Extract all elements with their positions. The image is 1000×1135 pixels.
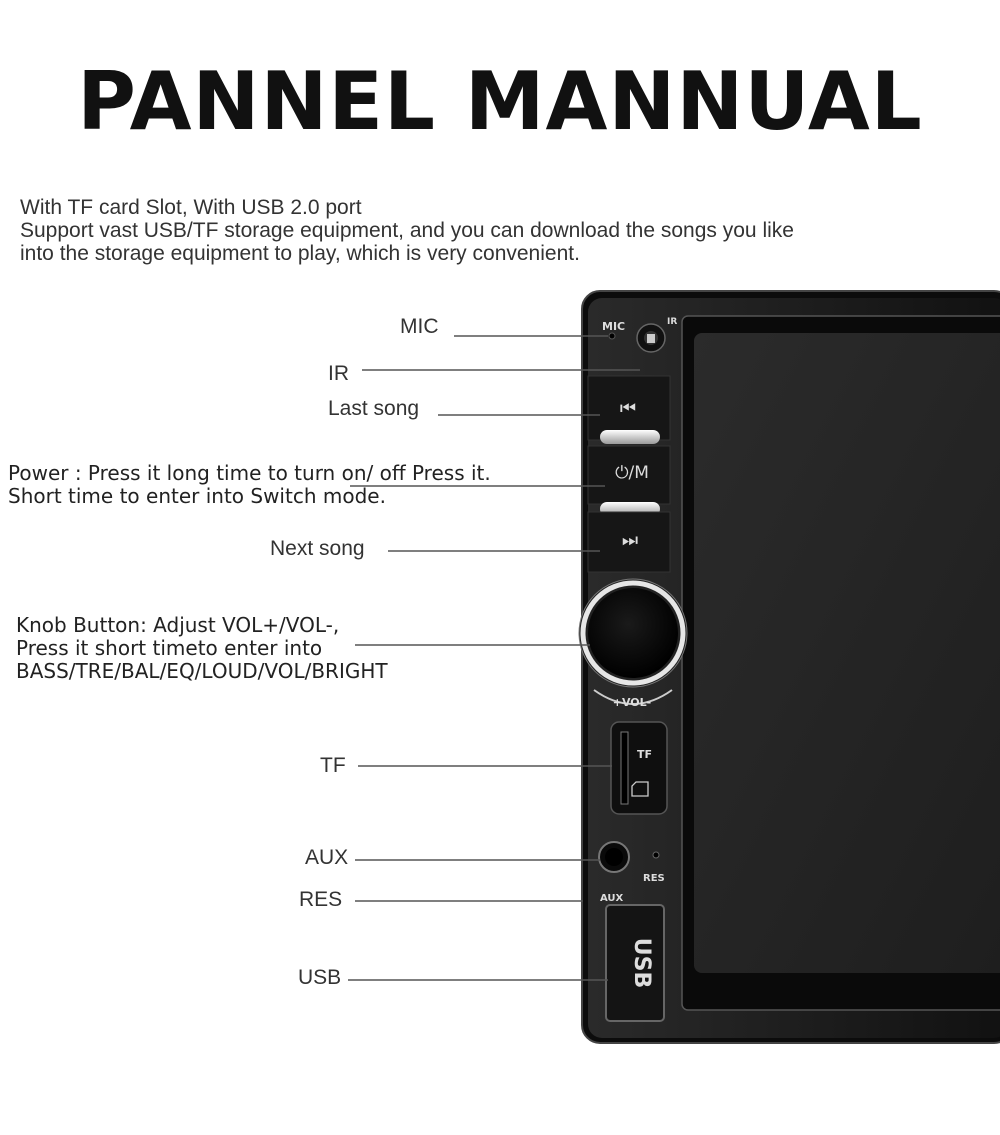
page-title: PANNEL MANNUAL [77, 55, 923, 148]
callout-knob-line-1: Knob Button: Adjust VOL+/VOL-, [16, 613, 340, 637]
callout-res: RES [299, 888, 343, 911]
callout-power [8, 462, 491, 508]
intro-line-2: Support vast USB/TF storage equipment, and you can download the songs you like [20, 219, 794, 242]
intro-line-1: With TF card Slot, With USB 2.0 port [20, 196, 362, 219]
power-icon: ⏻/M [615, 463, 649, 483]
power-mode-button[interactable] [588, 446, 670, 504]
panel-tf-label: TF [637, 748, 653, 761]
button-divider-1 [600, 430, 660, 444]
volume-knob[interactable] [579, 579, 687, 687]
callout-knob-line-2: Press it short timeto enter into [16, 636, 323, 660]
panel-vol-label: +VOL- [612, 696, 652, 709]
callout-aux: AUX [305, 846, 349, 869]
panel-res-label: RES [643, 873, 665, 884]
ir-sensor [637, 324, 665, 352]
intro-line-3: into the storage equipment to play, which is very convenient. [20, 242, 580, 265]
panel-usb-label: USB [629, 937, 654, 989]
usb-port[interactable] [606, 905, 664, 1021]
callout-knob [16, 614, 388, 683]
panel-ir-label: IR [667, 317, 678, 327]
panel-aux-label: AUX [600, 893, 624, 904]
aux-jack[interactable] [599, 842, 629, 872]
callout-power-line-1: Power : Press it long time to turn on/ off Press it. [8, 461, 491, 485]
display-screen [682, 316, 1000, 1010]
callout-knob-line-3: BASS/TRE/BAL/EQ/LOUD/VOL/BRIGHT [16, 659, 388, 683]
callout-tf: TF [320, 754, 346, 777]
next-icon: ⏭ [621, 530, 639, 551]
mic-hole [609, 333, 615, 339]
prev-icon: ⏮ [619, 398, 637, 419]
callout-ir: IR [328, 362, 349, 385]
callout-next-song: Next song [270, 537, 365, 560]
callout-last-song: Last song [328, 397, 420, 420]
reset-hole[interactable] [653, 852, 659, 858]
callout-power-line-2: Short time to enter into Switch mode. [8, 484, 386, 508]
callout-mic: MIC [400, 315, 439, 338]
callout-usb: USB [298, 966, 342, 989]
tf-card-slot[interactable] [611, 722, 667, 814]
panel-mic-label: MIC [602, 320, 626, 333]
next-song-button[interactable] [588, 512, 670, 572]
